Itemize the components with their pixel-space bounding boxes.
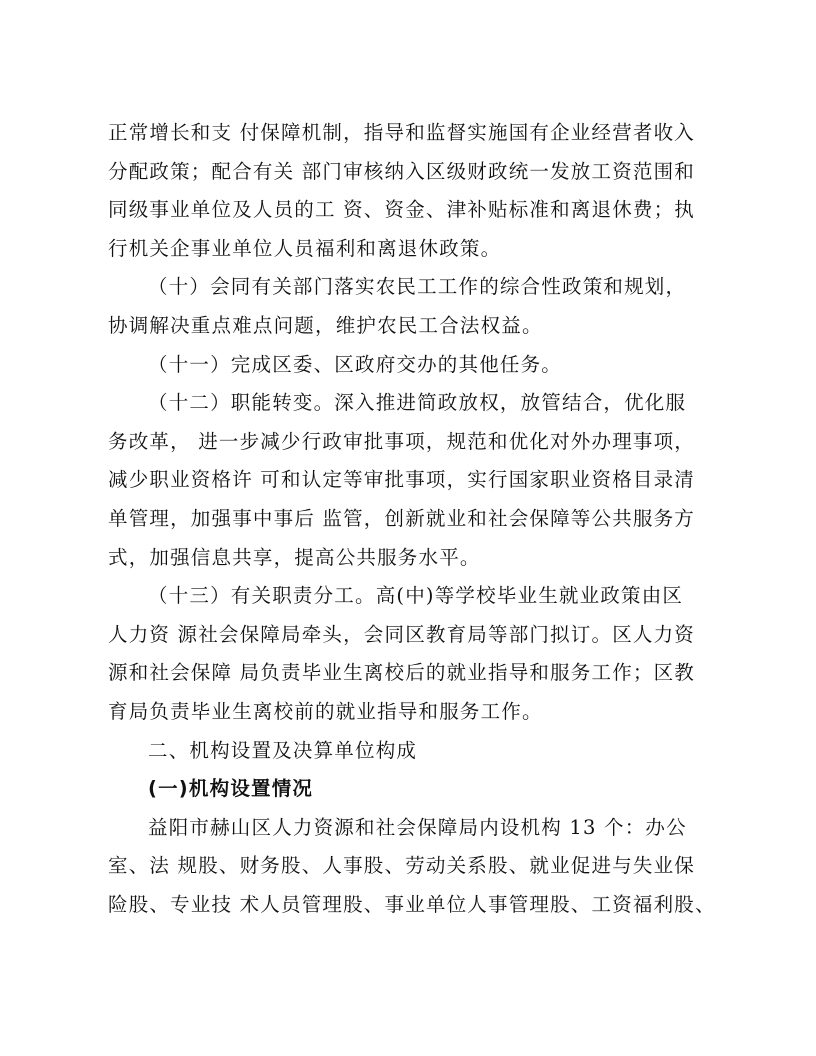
paragraph-institution-line: 益阳市赫山区人力资源和社会保障局内设机构 13 个：办公 — [148, 815, 687, 839]
section-heading: 二、机构设置及决算单位构成 — [148, 738, 418, 762]
text-line: 减少职业资格许 可和认定等审批事项，实行国家职业资格目录清 — [108, 468, 695, 492]
text-line: 同级事业单位及人员的工 资、资金、津补贴标准和离退休费；执 — [108, 198, 695, 222]
text-line: 室、法 规股、财务股、人事股、劳动关系股、就业促进与失业保 — [108, 854, 695, 878]
paragraph-11-line: （十一）完成区委、区政府交办的其他任务。 — [148, 352, 563, 376]
paragraph-10-line: （十）会同有关部门落实农民工工作的综合性政策和规划， — [148, 275, 687, 299]
text-line: 育局负责毕业生离校前的就业指导和服务工作。 — [108, 699, 543, 723]
paragraph-13-line: （十三）有关职责分工。高(中)等学校毕业生就业政策由区 — [148, 584, 684, 608]
document-body — [108, 114, 718, 924]
text-line: 式，加强信息共享，提高公共服务水平。 — [108, 545, 481, 569]
text-line: 人力资 源社会保障局牵头，会同区教育局等部门拟订。区人力资 — [108, 622, 695, 646]
text-line: 行机关企事业单位人员福利和离退休政策。 — [108, 236, 502, 260]
text-line: 协调解决重点难点问题，维护农民工合法权益。 — [108, 313, 543, 337]
text-line: 正常增长和支 付保障机制，指导和监督实施国有企业经营者收入 — [108, 121, 695, 144]
text-line: 单管理，加强事中事后 监管，创新就业和社会保障等公共服务方 — [108, 506, 695, 530]
text-line: 源和社会保障 局负责毕业生离校后的就业指导和服务工作；区教 — [108, 661, 695, 685]
text-line: 分配政策；配合有关 部门审核纳入区级财政统一发放工资范围和 — [108, 159, 695, 183]
paragraph-12-line: （十二）职能转变。深入推进简政放权，放管结合，优化服 — [148, 391, 687, 415]
text-line: 险股、专业技 术人员管理股、事业单位人事管理股、工资福利股、 — [108, 892, 716, 916]
text-line: 务改革， 进一步减少行政审批事项，规范和优化对外办理事项， — [108, 429, 695, 453]
subsection-heading: (一)机构设置情况 — [148, 777, 314, 801]
